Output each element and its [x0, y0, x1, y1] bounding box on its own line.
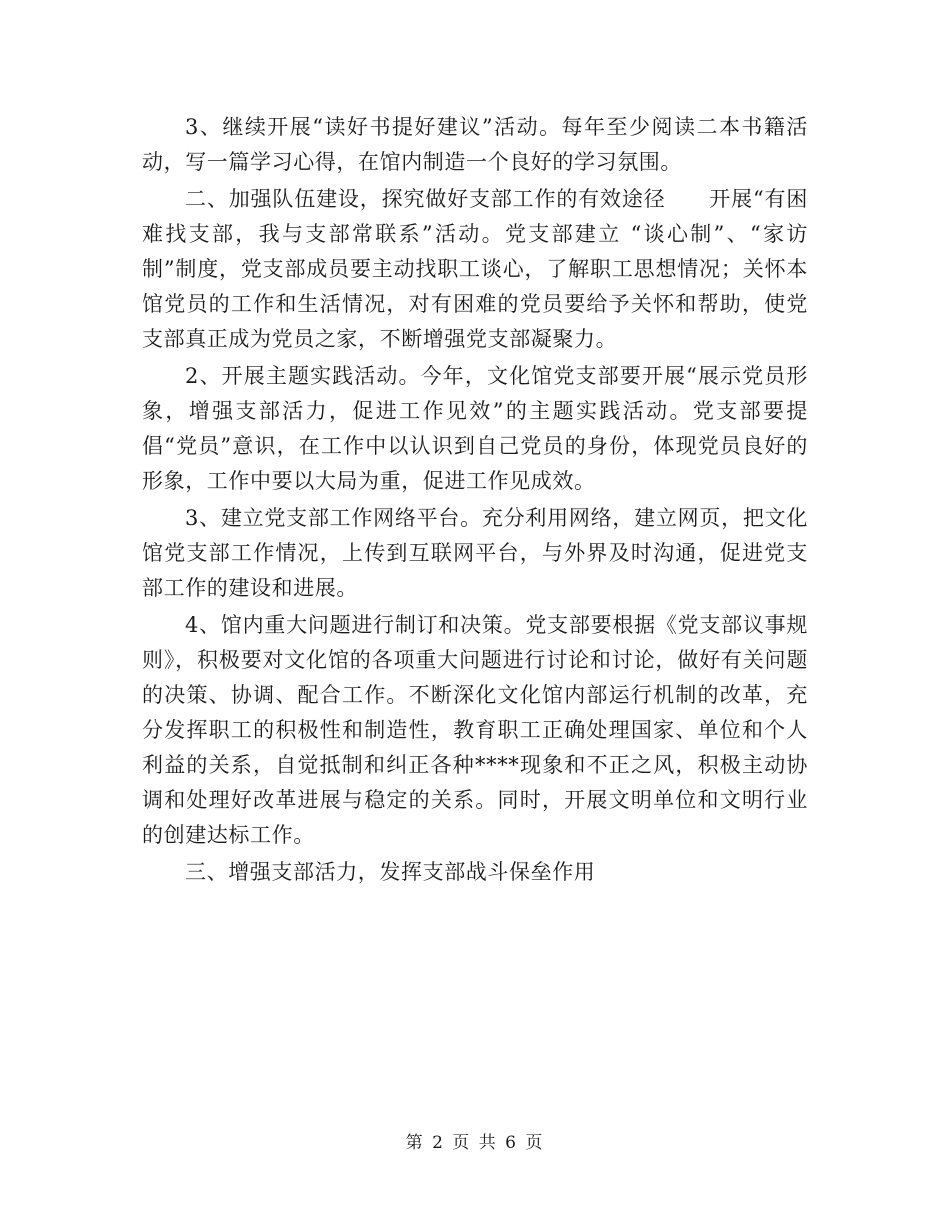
paragraph-network-platform: 3、建立党支部工作网络平台。充分利用网络，建立网页，把文化馆党支部工作情况，上传到互联网平台，与外界及时沟通，促进党支部工作的建设和进展。 — [142, 506, 808, 600]
page-number-footer: 第 2 页 共 6 页 — [405, 1133, 545, 1153]
paragraph-major-decisions: 4、馆内重大问题进行制订和决策。党支部要根据《党支部议事规则》，积极要对文化馆的各项重大问题进行讨论和讨论，做好有关问题的决策、协调、配合工作。不断深化文化馆内部运行机制的改革，充分发挥职工的积极性和制造性，教育职工正确处理国家、单位和个人利益的关系，自觉抵制和纠正各种****现象和不正之风，积极主动协调和处理好改革进展与稳定的关系。同时，开展文明单位和文明行业的创建达标工作。 — [142, 613, 808, 847]
document-body — [142, 110, 808, 892]
section-heading-branch-vitality: 三、增强支部活力，发挥支部战斗保垒作用 — [185, 860, 596, 884]
paragraph-team-building: 二、加强队伍建设，探究做好支部工作的有效途径 开展“有困难找支部，我与支部常联系”活动。党支部建立 “谈心制”、“家访制”制度，党支部成员要主动找职工谈心，了解职工思想情况；关怀本馆党员的工作和生活情况，对有困难的党员要给予关怀和帮助，使党支部真正成为党员之家，不断增强党支部凝聚力。 — [142, 187, 808, 351]
paragraph-reading-activity: 3、继续开展“读好书提好建议”活动。每年至少阅读二本书籍活动，写一篇学习心得，在馆内制造一个良好的学习氛围。 — [142, 115, 808, 174]
paragraph-theme-practice: 2、开展主题实践活动。今年，文化馆党支部要开展“展示党员形象，增强支部活力，促进工作见效”的主题实践活动。党支部要提倡“党员”意识，在工作中以认识到自己党员的身份，体现党员良好的形象，工作中要以大局为重，促进工作见成效。 — [142, 364, 808, 493]
